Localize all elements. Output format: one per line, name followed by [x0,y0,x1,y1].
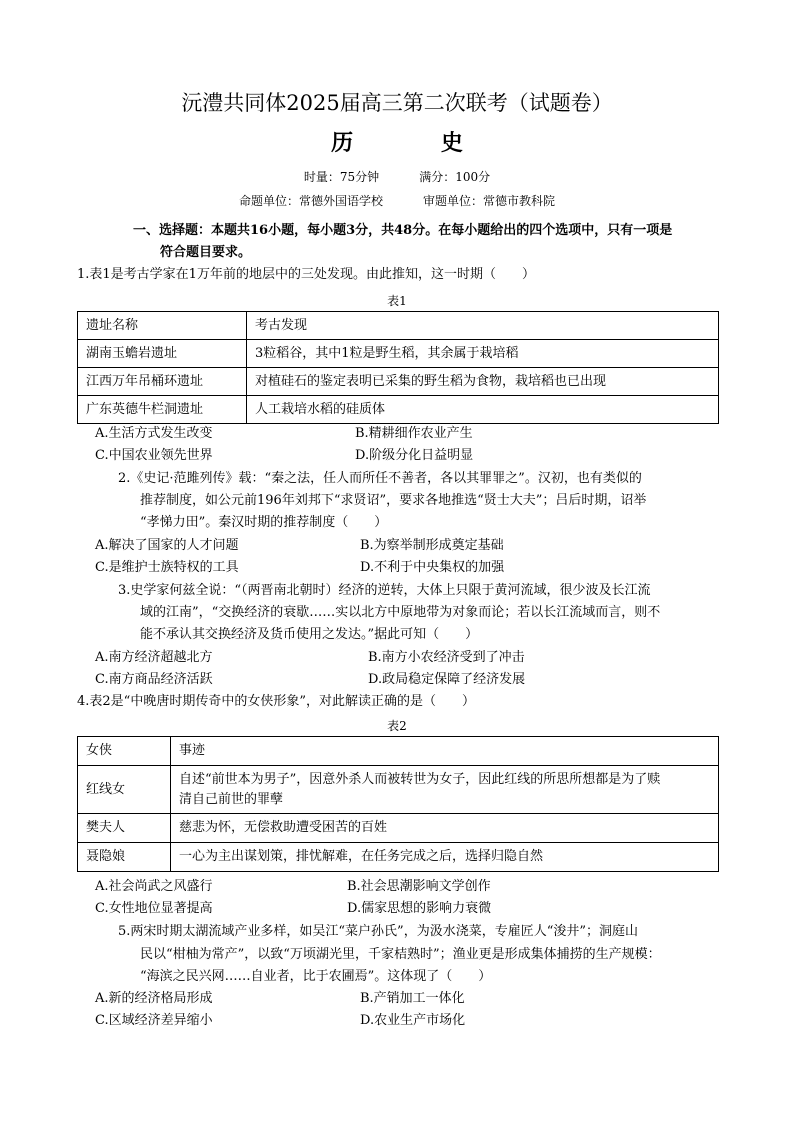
q1-option-c[interactable]: C.中国农业领先世界 [95,448,213,463]
table-1-caption: 表1 [387,294,407,308]
q4-option-b[interactable]: B.社会思潮影响文学创作 [347,879,491,894]
time-label: 时量：75分钟 [303,170,380,184]
table-row [78,340,719,368]
q4-option-d[interactable]: D.儒家思想的影响力衰微 [347,901,492,916]
table-cell: 聂隐娘 [78,843,171,872]
author-label: 命题单位：常德外国语学校 [238,194,383,208]
q3-option-d[interactable]: D.政局稳定保障了经济发展 [368,672,526,687]
table-header-cell: 事迹 [171,737,719,766]
subject-title: 历 史 [331,130,503,156]
table-cell: 人工栽培水稻的硅质体 [247,396,719,424]
question-2-line3: “孝悌力田”。秦汉时期的推荐制度（ ） [140,515,388,530]
question-5-line1: 5.两宋时期太湖流域产业多样，如吴江“菜户孙氏”，为汲水浇菜，专雇匠人“浚井”；洞庭山 [118,924,638,939]
table-row [78,814,719,843]
question-5-line3: “海滨之民兴网……自业者，比于农圃焉”。这体现了（ ） [140,969,492,984]
q4-option-c[interactable]: C.女性地位显著提高 [95,901,213,916]
table-row [78,843,719,872]
q2-option-b[interactable]: B.为察举制形成奠定基础 [360,538,504,553]
question-2-line2: 推荐制度，如公元前196年刘邦下“求贤诏”，要求各地推选“贤士大夫”；吕后时期，诏举 [140,493,647,508]
table-1 [77,311,719,424]
table-cell: 湖南玉蟾岩遗址 [78,340,247,368]
question-4-stem: 4.表2是“中晚唐时期传奇中的女侠形象”，对此解读正确的是（ ） [77,694,475,709]
q2-option-c[interactable]: C.是维护士族特权的工具 [95,560,239,575]
table-row [78,368,719,396]
table-cell: 3粒稻谷，其中1粒是野生稻，其余属于栽培稻 [247,340,719,368]
question-2-line1: 2.《史记·范雎列传》载：“秦之法，任人而所任不善者，各以其罪罪之”。汉初，也有类似的 [118,471,642,486]
q1-option-a[interactable]: A.生活方式发生改变 [95,426,213,441]
question-3-line1: 3.史学家何兹全说：“（两晋南北朝时）经济的逆转，大体上只限于黄河流域，很少波及长江流 [118,583,651,598]
q1-option-b[interactable]: B.精耕细作农业产生 [355,426,473,441]
table-cell: 广东英德牛栏洞遗址 [78,396,247,424]
q2-option-d[interactable]: D.不利于中央集权的加强 [360,560,505,575]
table-cell: 对植硅石的鉴定表明已采集的野生稻为食物，栽培稻也已出现 [247,368,719,396]
section-heading-line2: 符合题目要求。 [160,245,252,260]
table-row [78,312,719,340]
table-cell-line: 自述“前世本为男子”，因意外杀人而被转世为女子，因此红线的所思所想都是为了赎 [179,771,661,787]
table-row [78,737,719,766]
table-header-cell: 考古发现 [247,312,719,340]
table-header-cell: 遗址名称 [78,312,247,340]
table-2-caption: 表2 [387,719,407,733]
table-2 [77,736,719,872]
exam-title: 沅澧共同体2025届高三第二次联考（试题卷） [181,91,613,115]
section-heading-line1: 一、选择题：本题共16小题，每小题3分，共48分。在每小题给出的四个选项中，只有一项是 [133,223,673,238]
question-1-stem: 1.表1是考古学家在1万年前的地层中的三处发现。由此推知，这一时期（ ） [77,267,535,282]
question-3-line3: 能不承认其交换经济及货币使用之发达。”据此可知（ ） [140,627,479,642]
table-cell: 红线女 [78,766,171,814]
table-cell: 樊夫人 [78,814,171,843]
table-row [78,396,719,424]
q5-option-a[interactable]: A.新的经济格局形成 [95,991,213,1006]
table-cell: 一心为主出谋划策，排忧解难，在任务完成之后，选择归隐自然 [171,843,719,872]
exam-meta-time [0,168,794,186]
q3-option-c[interactable]: C.南方商品经济活跃 [95,672,213,687]
table-cell: 江西万年吊桶环遗址 [78,368,247,396]
question-5-line2: 民以“柑柚为常产”，以致“万顷湖光里，千家桔熟时”；渔业更是形成集体捕捞的生产规模： [140,947,661,962]
q2-option-a[interactable]: A.解决了国家的人才问题 [95,538,239,553]
q3-option-a[interactable]: A.南方经济超越北方 [95,650,213,665]
exam-meta-units [0,192,794,210]
q1-option-d[interactable]: D.阶级分化日益明显 [355,448,474,463]
reviewer-label: 审题单位：常德市教科院 [423,194,556,208]
score-label: 满分：100分 [419,170,491,184]
table-header-cell: 女侠 [78,737,171,766]
question-3-line2: 域的江南”，“交换经济的衰歇……实以北方中原地带为对象而论；若以长江流域而言，则不 [140,605,661,620]
q5-option-d[interactable]: D.农业生产市场化 [360,1013,466,1028]
table-cell: 慈悲为怀，无偿救助遭受困苦的百姓 [171,814,719,843]
q5-option-b[interactable]: B.产销加工一体化 [360,991,465,1006]
table-cell [171,766,719,814]
table-row [78,766,719,814]
q4-option-a[interactable]: A.社会尚武之风盛行 [95,879,213,894]
q3-option-b[interactable]: B.南方小农经济受到了冲击 [368,650,525,665]
table-cell-line: 清自己前世的罪孽 [179,791,284,807]
q5-option-c[interactable]: C.区域经济差异缩小 [95,1013,213,1028]
